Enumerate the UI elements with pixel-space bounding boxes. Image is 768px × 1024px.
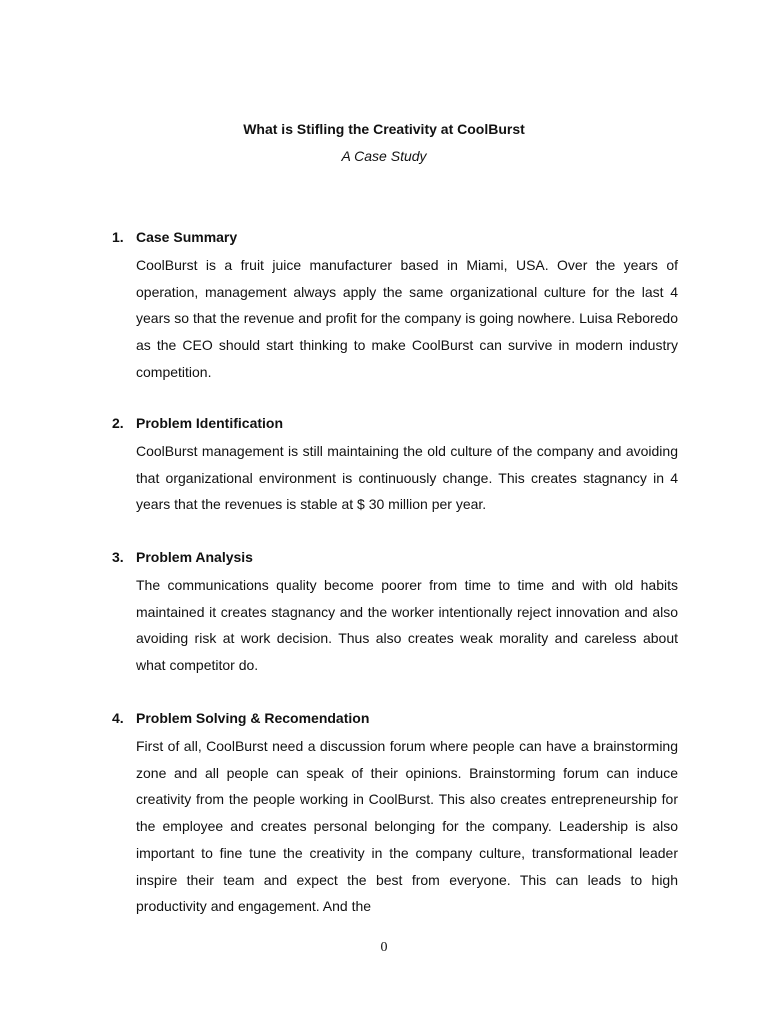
section-problem-analysis xyxy=(112,547,678,679)
section-number: 1. xyxy=(112,229,124,245)
document-subtitle: A Case Study xyxy=(341,148,427,164)
section-title: Problem Analysis xyxy=(136,549,253,565)
section-body: CoolBurst is a fruit juice manufacturer based in Miami, USA. Over the years of operation, management always apply the same organizational culture for the last 4 years so that the revenue and profit for the company is going nowhere. Luisa Reboredo as the CEO should start thinking to make CoolBurst can survive in modern industry competition. xyxy=(136,257,678,380)
section-problem-solving xyxy=(112,708,678,920)
section-body: CoolBurst management is still maintaining the old culture of the company and avoiding that organizational environment is continuously change. This creates stagnancy in 4 years that the revenues is stable at $ 30 million per year. xyxy=(136,443,678,513)
section-title: Problem Identification xyxy=(136,415,284,431)
section-number: 4. xyxy=(112,710,124,726)
section-problem-identification xyxy=(112,413,678,518)
section-case-summary xyxy=(112,227,678,386)
page-number: 0 xyxy=(380,940,388,955)
document-title: What is Stifling the Creativity at CoolBurst xyxy=(243,121,525,137)
section-heading xyxy=(112,708,678,728)
section-heading xyxy=(112,227,678,247)
section-title: Case Summary xyxy=(136,229,238,245)
section-title: Problem Solving & Recomendation xyxy=(136,710,370,726)
section-heading xyxy=(112,413,678,433)
section-body: First of all, CoolBurst need a discussion forum where people can have a brainstorming zone and all people can speak of their opinions. Brainstorming forum can induce creativity from the people working in CoolBurst. This also creates entrepreneurship for the employee and creates personal belonging for the company. Leadership is also important to fine tune the creativity in the company culture, transformational leader inspire their team and expect the best from everyone. This can leads to high productivity and engagement. And the xyxy=(136,738,678,915)
section-body: The communications quality become poorer from time to time and with old habits maintained it creates stagnancy and the worker intentionally reject innovation and also avoiding risk at work decision. Thus also creates weak morality and careless about what competitor do. xyxy=(136,577,678,674)
section-number: 2. xyxy=(112,415,124,431)
section-heading xyxy=(112,547,678,567)
section-number: 3. xyxy=(112,549,124,565)
